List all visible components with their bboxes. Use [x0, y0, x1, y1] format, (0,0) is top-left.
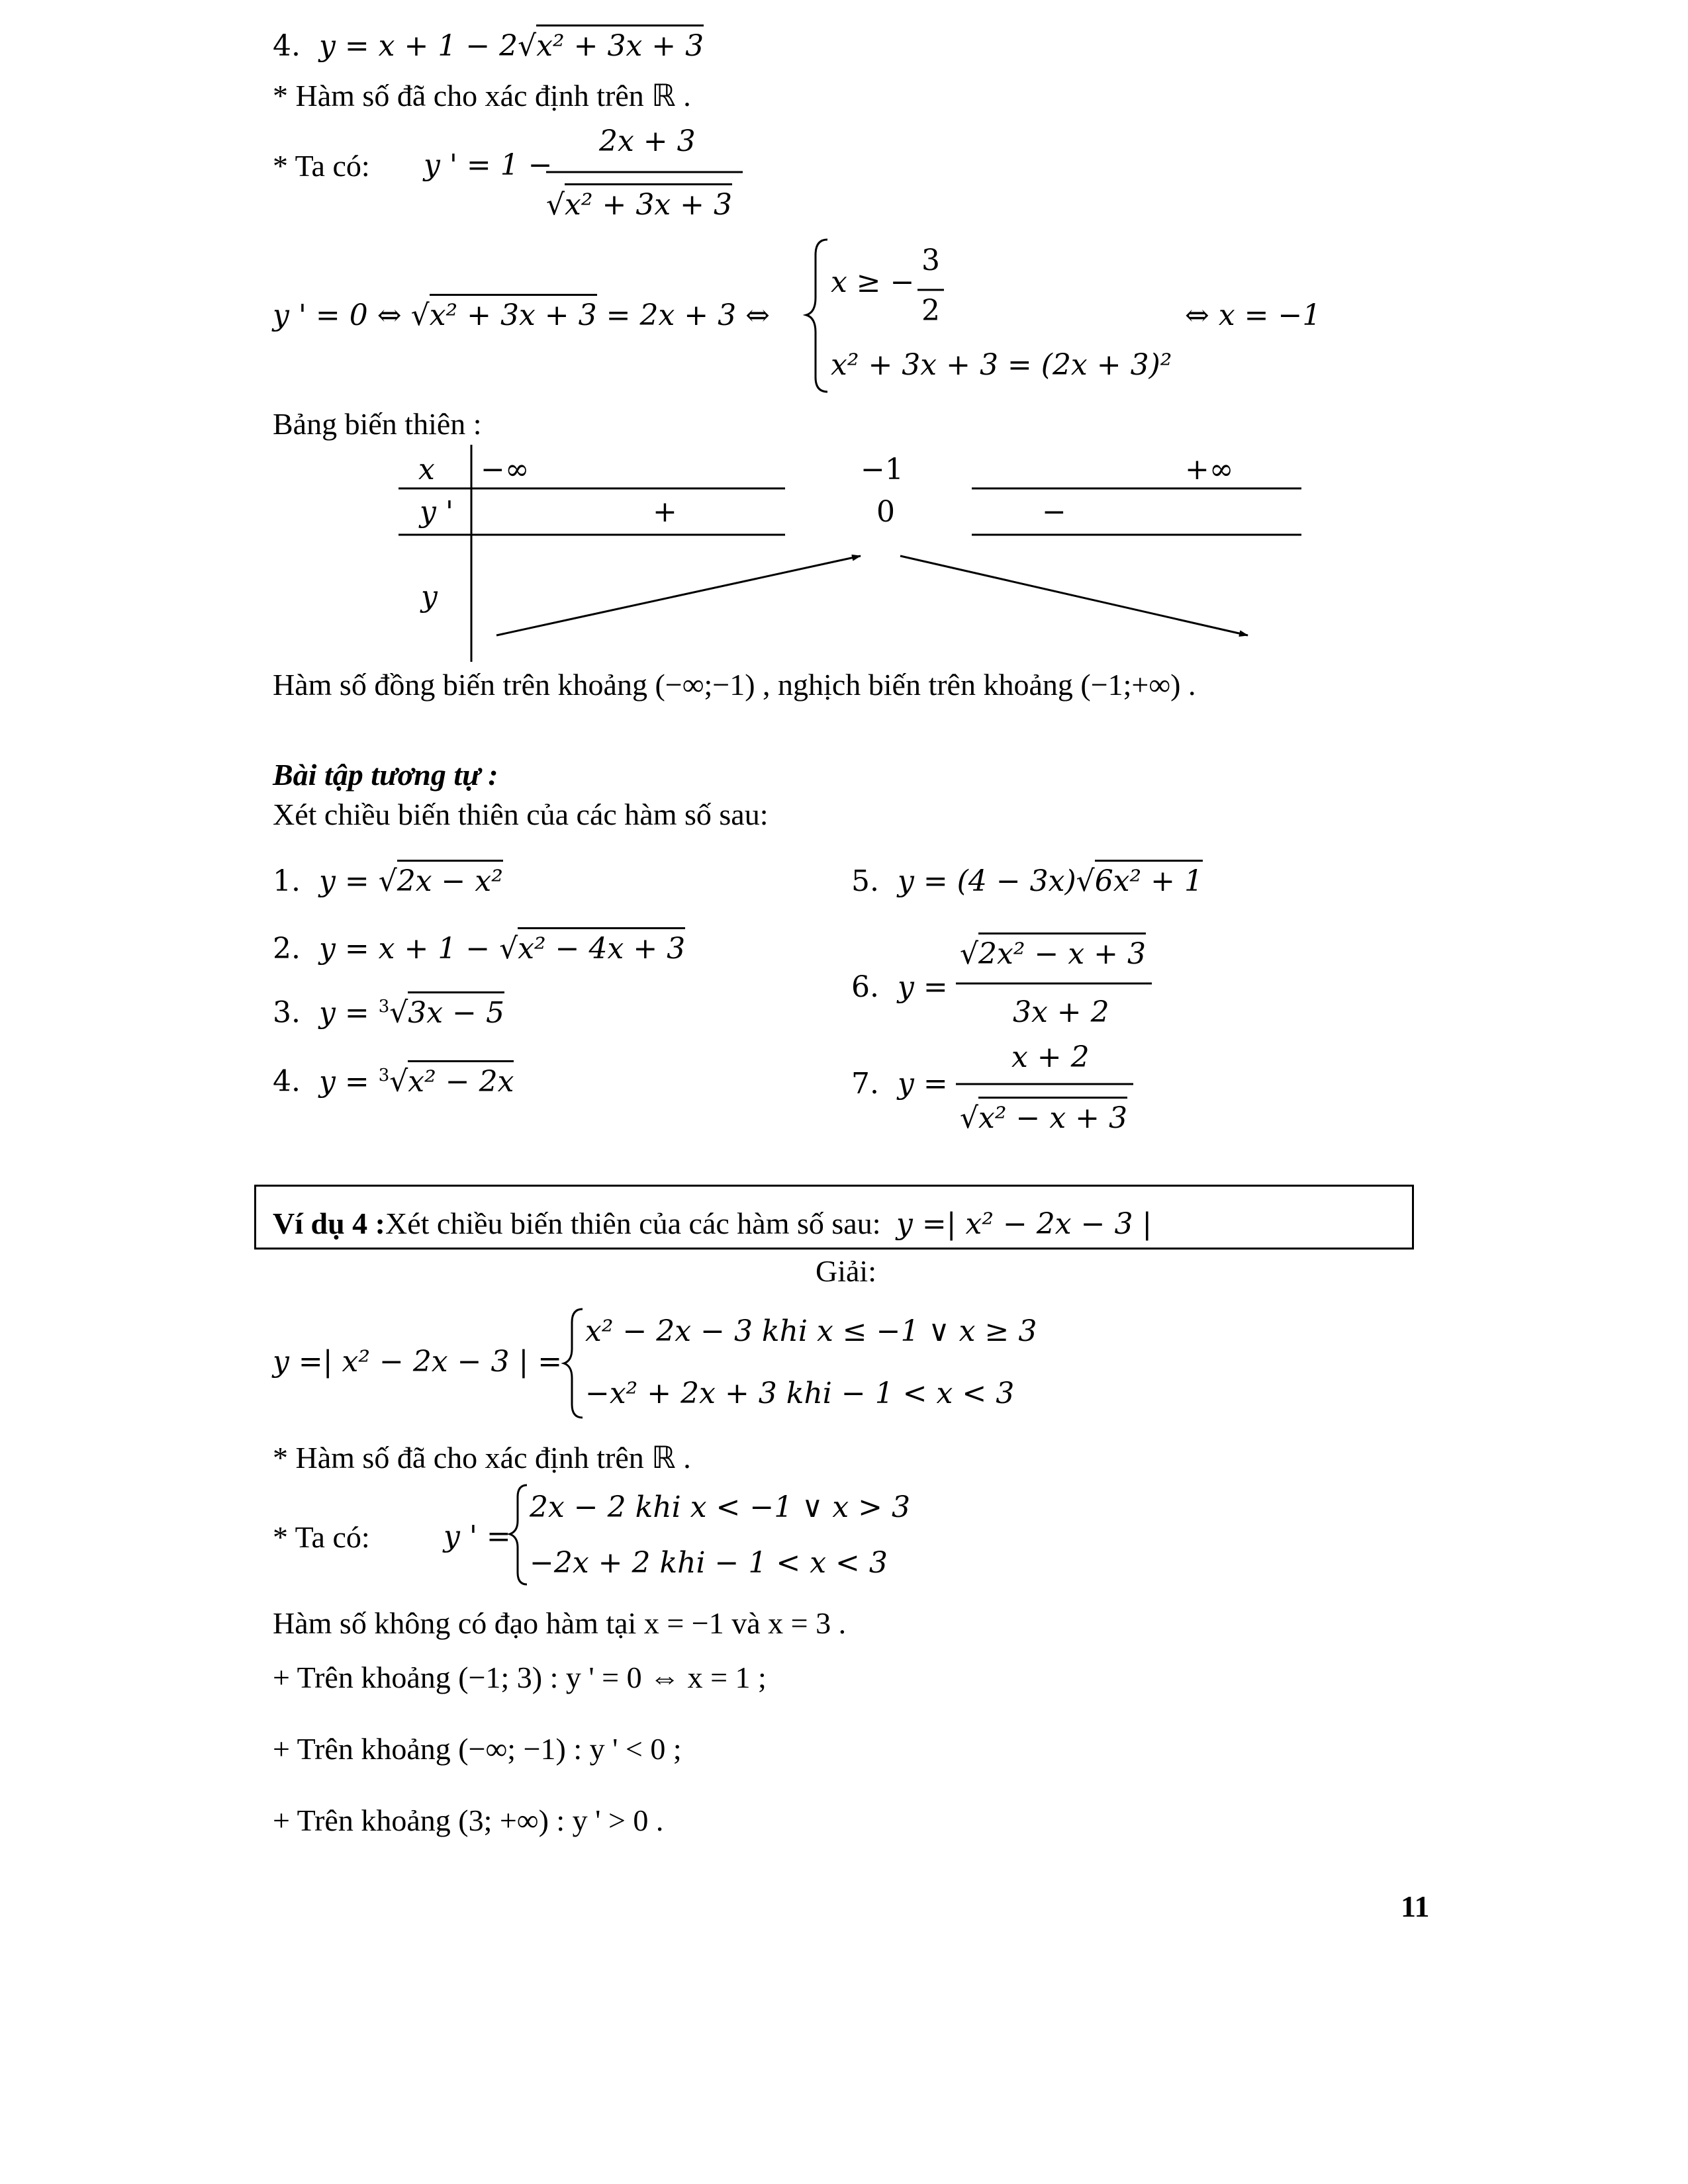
sqrt-icon: √ — [518, 29, 537, 63]
equation-result: ⇔ x = −1 — [1185, 298, 1321, 332]
expression: y = x + 1 − — [318, 932, 491, 966]
interval-line: + Trên khoảng (−∞; −1) : y ' < 0 ; — [273, 1732, 682, 1766]
expression: y = (4 − 3x) — [897, 864, 1076, 898]
derivative-lead: * Ta có: — [273, 149, 370, 183]
exercise-item — [273, 934, 685, 964]
item-number: 4. — [273, 1064, 301, 1099]
radicand: x² + 3x + 3 — [536, 24, 704, 63]
equation-lhs — [273, 298, 770, 332]
no-derivative-note: Hàm số không có đạo hàm tại x = −1 và x = 3 . — [273, 1606, 847, 1640]
expression: y = — [318, 995, 369, 1030]
derivative-case-1: 2x − 2 khi x < −1 ∨ x > 3 — [530, 1490, 911, 1524]
system-line-1: x ≥ − — [831, 265, 915, 299]
increasing-arrow — [496, 556, 861, 635]
exercise-item — [273, 995, 504, 1030]
exercise-numerator — [960, 937, 1146, 971]
decreasing-arrow — [900, 556, 1248, 635]
table-sign: 0 — [876, 495, 895, 529]
item-number: 1. — [273, 864, 301, 898]
exercise-item — [273, 1064, 514, 1099]
item-number: 3. — [273, 995, 301, 1030]
interval-line: + Trên khoảng (−1; 3) : y ' = 0 ⇔ x = 1 ; — [273, 1661, 767, 1694]
page-number: 11 — [1401, 1889, 1430, 1923]
table-x-value: −∞ — [481, 453, 530, 486]
radicand: 6x² + 1 — [1095, 860, 1203, 898]
expression: y = — [318, 864, 369, 898]
exercise-item — [273, 864, 503, 898]
derivative-denominator — [546, 188, 732, 222]
item-number: 2. — [273, 932, 301, 966]
domain-statement: * Hàm số đã cho xác định trên ℝ . — [273, 1441, 691, 1475]
conclusion: Hàm số đồng biến trên khoảng (−∞;−1) , nghịch biến trên khoảng (−1;+∞) . — [273, 668, 1196, 702]
table-x-value: −1 — [861, 453, 904, 486]
item-number: 5. — [851, 864, 879, 898]
exercise-item-number: 6. — [851, 970, 879, 1004]
sqrt-icon: √ — [378, 864, 397, 898]
table-title: Bảng biến thiên : — [273, 407, 482, 441]
left-brace — [806, 240, 827, 392]
piecewise-lhs: y =| x² − 2x − 3 | = — [273, 1345, 563, 1379]
left-brace — [510, 1485, 527, 1584]
table-x-label: x — [418, 453, 435, 486]
sqrt-icon: √ — [389, 1064, 408, 1099]
sqrt-icon: √ — [546, 188, 565, 222]
sqrt-icon: √ — [410, 298, 430, 332]
derivative-lhs: y ' = 1 − — [424, 148, 553, 182]
radicand: x² − 2x — [408, 1060, 514, 1099]
derivative-numerator: 2x + 3 — [599, 124, 696, 158]
exercise-numerator: x + 2 — [1011, 1040, 1090, 1074]
derivative-lhs: y ' = — [444, 1520, 511, 1553]
piecewise-case-1: x² − 2x − 3 khi x ≤ −1 ∨ x ≥ 3 — [585, 1314, 1037, 1348]
equation-middle: = 2x + 3 ⇔ — [606, 298, 770, 332]
example-function: y =| x² − 2x − 3 | — [896, 1207, 1152, 1241]
radicand: x² − 4x + 3 — [518, 927, 685, 966]
exercises-prompt: Xét chiều biến thiên của các hàm số sau: — [273, 797, 769, 831]
radicand: 2x² − x + 3 — [978, 933, 1146, 971]
table-sign: − — [1042, 495, 1066, 529]
sqrt-icon: √ — [1076, 864, 1095, 898]
expression: y = x + 1 − 2 — [318, 29, 518, 63]
exercise-item-number: 7. — [851, 1067, 879, 1101]
expression: y = — [318, 1064, 369, 1099]
exercise-denominator: 3x + 2 — [1013, 995, 1109, 1029]
system-fraction-num: 3 — [921, 244, 940, 277]
derivative-case-2: −2x + 2 khi − 1 < x < 3 — [530, 1546, 888, 1580]
exercise-lhs: y = — [898, 970, 948, 1004]
domain-statement: * Hàm số đã cho xác định trên ℝ . — [273, 79, 691, 113]
piecewise-case-2: −x² + 2x + 3 khi − 1 < x < 3 — [585, 1377, 1015, 1410]
interval-line: + Trên khoảng (3; +∞) : y ' > 0 . — [273, 1803, 664, 1837]
item-number: 4. — [273, 29, 301, 63]
equation-start: y ' = 0 ⇔ — [273, 298, 402, 332]
example-label: Ví dụ 4 : — [273, 1206, 385, 1240]
root-index: 3 — [378, 1066, 390, 1085]
sqrt-icon: √ — [960, 1101, 979, 1135]
table-x-value: +∞ — [1185, 453, 1234, 486]
exercise-denominator — [960, 1101, 1127, 1135]
table-yprime-label: y ' — [420, 495, 453, 529]
radicand: x² + 3x + 3 — [565, 183, 732, 222]
radicand: x² + 3x + 3 — [430, 294, 597, 332]
exercise-item — [851, 864, 1203, 898]
solution-label: Giải: — [816, 1254, 876, 1288]
left-brace — [564, 1309, 583, 1418]
system-line-2: x² + 3x + 3 = (2x + 3)² — [831, 348, 1172, 382]
radicand: x² − x + 3 — [978, 1097, 1127, 1135]
derivative-lead: * Ta có: — [273, 1520, 370, 1554]
table-y-label: y — [421, 580, 438, 614]
sqrt-icon: √ — [389, 995, 408, 1030]
item4-function — [273, 29, 704, 63]
system-fraction-den: 2 — [921, 294, 940, 328]
exercise-lhs: y = — [898, 1067, 948, 1101]
exercises-title: Bài tập tương tự : — [273, 758, 498, 792]
sqrt-icon: √ — [960, 937, 979, 971]
radicand: 3x − 5 — [408, 991, 504, 1030]
example-text: Xét chiều biến thiên của các hàm số sau: — [385, 1206, 881, 1240]
table-sign: + — [653, 495, 677, 529]
sqrt-icon: √ — [499, 932, 518, 966]
example-statement — [273, 1208, 1152, 1239]
radicand: 2x − x² — [397, 860, 503, 898]
root-index: 3 — [378, 997, 390, 1017]
